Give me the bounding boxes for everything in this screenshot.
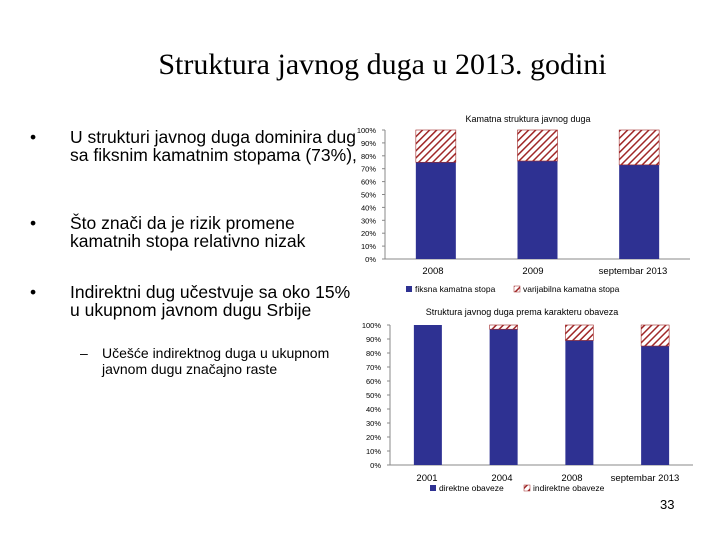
- bar-secondary: [518, 130, 558, 161]
- bullet-marker: •: [30, 282, 37, 302]
- legend-swatch: [430, 485, 436, 491]
- bar-secondary: [416, 130, 456, 162]
- y-tick-label: 30%: [360, 216, 376, 226]
- x-tick-label: 2009: [522, 266, 544, 277]
- bar-primary: [490, 329, 518, 465]
- x-tick-label: 2001: [416, 473, 438, 484]
- y-tick-label: 20%: [360, 229, 376, 239]
- y-tick-label: 90%: [365, 335, 381, 344]
- y-tick-label: 40%: [360, 203, 376, 213]
- legend-label: fiksna kamatna stopa: [415, 284, 496, 294]
- y-tick-label: 50%: [365, 391, 381, 400]
- x-tick-label: septembar 2013: [598, 266, 668, 277]
- y-tick-label: 100%: [356, 126, 376, 135]
- y-tick-label: 70%: [365, 363, 381, 372]
- y-tick-label: 80%: [360, 151, 376, 161]
- bar-primary: [414, 325, 442, 465]
- y-tick-label: 80%: [365, 349, 381, 358]
- x-tick-label: septembar 2013: [610, 473, 680, 484]
- y-tick-label: 100%: [361, 321, 381, 330]
- y-tick-label: 20%: [365, 433, 381, 442]
- y-tick-label: 0%: [365, 255, 376, 264]
- y-tick-label: 50%: [360, 190, 376, 200]
- sub-bullet-text: Učešće indirektnog duga u ukupnom javnom dugu značajno raste: [102, 345, 330, 377]
- y-tick-label: 0%: [370, 461, 381, 470]
- bar-secondary: [490, 325, 518, 329]
- sub-bullet-marker: –: [80, 345, 88, 361]
- bullet-marker: •: [30, 213, 37, 233]
- bar-primary: [416, 162, 456, 259]
- y-tick-label: 60%: [360, 177, 376, 187]
- y-tick-label: 10%: [365, 447, 381, 456]
- slide-title: Struktura javnog duga u 2013. godini: [158, 48, 607, 81]
- bar-primary: [641, 346, 669, 465]
- legend-label: direktne obaveze: [439, 483, 504, 493]
- y-tick-label: 30%: [365, 419, 381, 428]
- bar-primary: [619, 165, 659, 259]
- page-number: 33: [660, 497, 675, 512]
- legend-swatch: [406, 286, 412, 292]
- legend-label: varijabilna kamatna stopa: [523, 284, 620, 294]
- bar-secondary: [565, 325, 593, 340]
- x-tick-label: 2004: [491, 473, 513, 484]
- x-tick-label: 2008: [422, 266, 444, 277]
- bar-secondary: [619, 130, 659, 165]
- bar-primary: [518, 161, 558, 259]
- chart-title: Struktura javnog duga prema karakteru obaveza: [425, 307, 619, 317]
- bar-secondary: [641, 325, 669, 346]
- legend-swatch: [514, 286, 520, 292]
- y-tick-label: 60%: [365, 377, 381, 386]
- bar-primary: [565, 340, 593, 465]
- bullet-marker: •: [30, 127, 37, 147]
- x-tick-label: 2008: [561, 473, 583, 484]
- y-tick-label: 90%: [360, 138, 376, 148]
- y-tick-label: 10%: [360, 242, 376, 252]
- legend-swatch: [524, 485, 530, 491]
- bullet-text: Što znači da je rizik promene kamatnih stopa relativno nizak: [70, 213, 306, 251]
- bullet-text: U strukturi javnog duga dominira dug sa fiksnim kamatnim stopama (73%),: [70, 127, 357, 165]
- y-tick-label: 70%: [360, 164, 376, 174]
- y-tick-label: 40%: [365, 405, 381, 414]
- bullet-text: Indirektni dug učestvuje sa oko 15% u ukupnom javnom dugu Srbije: [70, 282, 351, 320]
- chart-title: Kamatna struktura javnog duga: [465, 114, 591, 124]
- legend-label: indirektne obaveze: [533, 483, 605, 493]
